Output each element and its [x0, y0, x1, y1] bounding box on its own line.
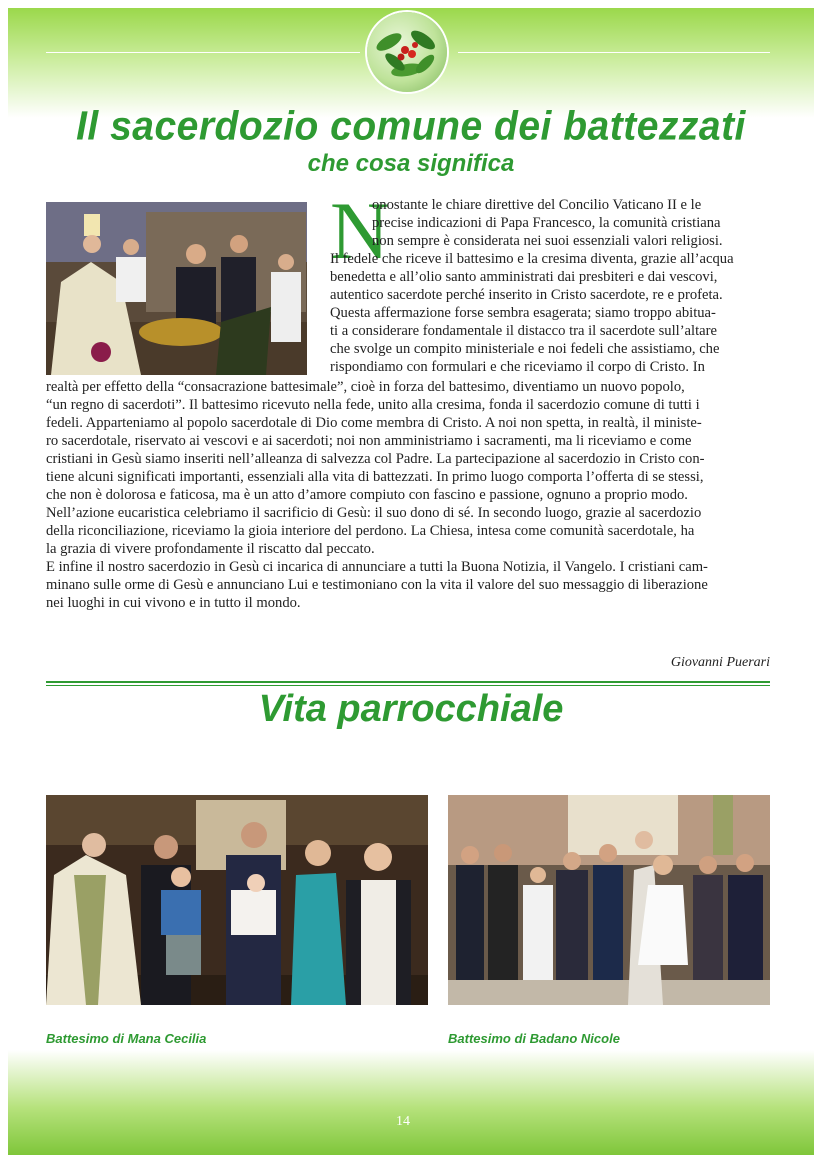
article-line: che non è dolorosa e faticosa, ma è un atto d’amore compiuto con fascino e passione, ognuno a proprio modo.	[46, 487, 688, 503]
caption-title-cecilia: Battesimo di Mana Cecilia	[46, 1031, 207, 1046]
article-line: non sempre è considerata nei suoi essenziali valori religiosi.	[372, 233, 723, 249]
header-rule-left	[46, 52, 360, 53]
article-line: precise indicazioni di Papa Francesco, la comunità cristiana	[372, 215, 721, 231]
page-number: 14	[396, 1114, 410, 1129]
article-subtitle: che cosa significa	[307, 150, 515, 177]
section-divider	[46, 681, 770, 683]
article-line: tiene alcuni significati importanti, essenziali alla vita di battezzati. In primo luogo comporta l’offerta di se stessi,	[46, 469, 704, 485]
article-line: realtà per effetto della “consacrazione battesimale”, cioè in forza del battesimo, diventiamo un nuovo popolo,	[46, 379, 685, 395]
article-line: fedeli. Apparteniamo al popolo sacerdotale di Dio come membra di Cristo. A noi non spetta, in realtà, il ministe-	[46, 415, 702, 431]
photo-baptism-cecilia	[46, 795, 428, 1005]
article-line: nei luoghi in cui vivono e in tutto il mondo.	[46, 595, 301, 611]
dropcap: N	[330, 185, 390, 276]
article-line: Questa affermazione forse sembra esagerata; siamo troppo abitua-	[330, 305, 716, 321]
article-line: Nell’azione eucaristica celebriamo il sacrificio di Gesù: il suo dono di sé. In secondo luogo, grazie al sacerdozio	[46, 505, 702, 521]
article-title: Il sacerdozio comune dei battezzati	[76, 103, 746, 150]
article-line: benedetta e all’olio santo amministrati dai presbiteri e dai vescovi,	[330, 269, 718, 285]
header-rule-right	[458, 52, 770, 53]
caption-title-nicole: Battesimo di Badano Nicole	[448, 1031, 620, 1046]
photo-pope-baptism	[46, 202, 307, 375]
article-line: onostante le chiare direttive del Concilio Vaticano II e le	[372, 197, 702, 213]
author-signature: Giovanni Puerari	[670, 655, 770, 670]
article-line: minano sulle orme di Gesù e annunciano Lui e testimoniano con la vita il valore del suo messaggio di liberazione	[46, 577, 708, 593]
footer-band	[8, 1050, 814, 1155]
article-line: che svolge un compito ministeriale e noi fedeli che assistiamo, che	[330, 341, 720, 357]
article-line: ro sacerdotale, riservato ai vescovi e ai sacerdoti; noi non amministriamo i sacramenti, ma li riceviamo e come	[46, 433, 692, 449]
section-divider-thin	[46, 685, 770, 686]
photo-baptism-nicole	[448, 795, 770, 1005]
article-line: della riconciliazione, riceviamo la gioia interiore del perdono. La Chiesa, intesa come comunità sacerdotale, ha	[46, 523, 695, 539]
article-line: rispondiamo con formulari e che riceviamo il corpo di Cristo. In	[330, 359, 705, 375]
section-title: Vita parrocchiale	[258, 688, 564, 730]
article-line: la grazia di vivere profondamente il riscatto dal peccato.	[46, 541, 375, 557]
article-line: “un regno di sacerdoti”. Il battesimo ricevuto nella fede, unito alla cresima, fonda il sacerdozio comune di tutti i	[46, 397, 700, 413]
holly-medallion-icon	[367, 12, 447, 92]
article-line: E infine il nostro sacerdozio in Gesù ci incarica di annunciare a tutti la Buona Notizia, il Vangelo. I cristiani cam-	[46, 559, 708, 575]
article-line: Il fedele che riceve il battesimo e la cresima diventa, grazie all’acqua	[330, 251, 734, 267]
article-line: cristiani in Gesù siamo inseriti nell’alleanza di salvezza col Padre. La partecipazione al sacerdozio in Cristo con-	[46, 451, 705, 467]
article-line: ti a considerare fondamentale il distacco tra il sacerdote sull’altare	[330, 323, 717, 339]
article-line: autentico sacerdote perché inserito in Cristo sacerdote, re e profeta.	[330, 287, 723, 303]
